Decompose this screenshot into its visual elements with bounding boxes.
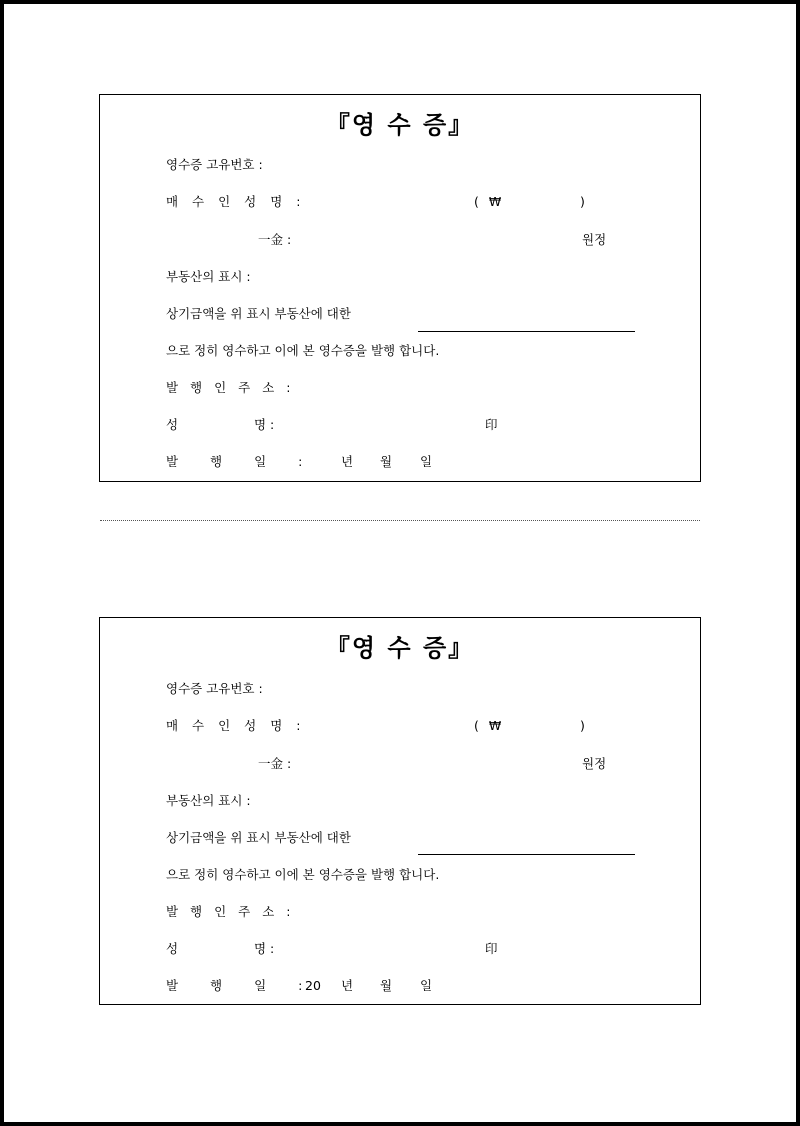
purpose-underline bbox=[418, 331, 635, 332]
issuer-address-label: 발 행 인 주 소 : bbox=[166, 380, 295, 395]
cut-line bbox=[100, 520, 700, 521]
receipt-form bbox=[99, 617, 701, 1005]
statement-line-1: 상기금액을 위 표시 부동산에 대한 bbox=[166, 306, 351, 321]
year-prefix: 20 bbox=[305, 978, 321, 993]
sum-label: 一金 : bbox=[258, 756, 292, 771]
statement-line-1: 상기금액을 위 표시 부동산에 대한 bbox=[166, 830, 351, 845]
issuer-address-label: 발 행 인 주 소 : bbox=[166, 904, 295, 919]
statement-line-2: 으로 정히 영수하고 이에 본 영수증을 발행 합니다. bbox=[166, 867, 440, 882]
receipt-title: 『영 수 증』 bbox=[325, 633, 475, 662]
name-label-first: 성 bbox=[166, 417, 179, 432]
issue-date-label: 발 행 일 : bbox=[166, 454, 303, 469]
issue-date-label: 발 행 일 : bbox=[166, 978, 303, 993]
amount-close: ) bbox=[580, 194, 585, 209]
receipt-title: 『영 수 증』 bbox=[325, 110, 475, 139]
name-label-second: 명 : bbox=[254, 941, 275, 956]
year-label: 년 bbox=[341, 454, 354, 469]
amount-close: ) bbox=[580, 718, 585, 733]
purpose-underline bbox=[418, 854, 635, 855]
serial-number-label: 영수증 고유번호 : bbox=[166, 681, 263, 696]
amount-open: ( ₩ bbox=[474, 718, 505, 733]
name-label-second: 명 : bbox=[254, 417, 275, 432]
buyer-name-label: 매 수 인 성 명 : bbox=[166, 718, 306, 733]
serial-number-label: 영수증 고유번호 : bbox=[166, 157, 263, 172]
sum-unit: 원정 bbox=[582, 756, 607, 771]
buyer-name-label: 매 수 인 성 명 : bbox=[166, 194, 306, 209]
amount-open: ( ₩ bbox=[474, 194, 505, 209]
name-label-first: 성 bbox=[166, 941, 179, 956]
sum-unit: 원정 bbox=[582, 232, 607, 247]
property-label: 부동산의 표시 : bbox=[166, 793, 251, 808]
property-label: 부동산의 표시 : bbox=[166, 269, 251, 284]
sum-label: 一金 : bbox=[258, 232, 292, 247]
seal-mark: 印 bbox=[485, 941, 498, 956]
day-label: 일 bbox=[420, 454, 433, 469]
year-label: 년 bbox=[341, 978, 354, 993]
month-label: 월 bbox=[380, 454, 393, 469]
receipt-form bbox=[99, 94, 701, 482]
month-label: 월 bbox=[380, 978, 393, 993]
statement-line-2: 으로 정히 영수하고 이에 본 영수증을 발행 합니다. bbox=[166, 343, 440, 358]
day-label: 일 bbox=[420, 978, 433, 993]
seal-mark: 印 bbox=[485, 417, 498, 432]
